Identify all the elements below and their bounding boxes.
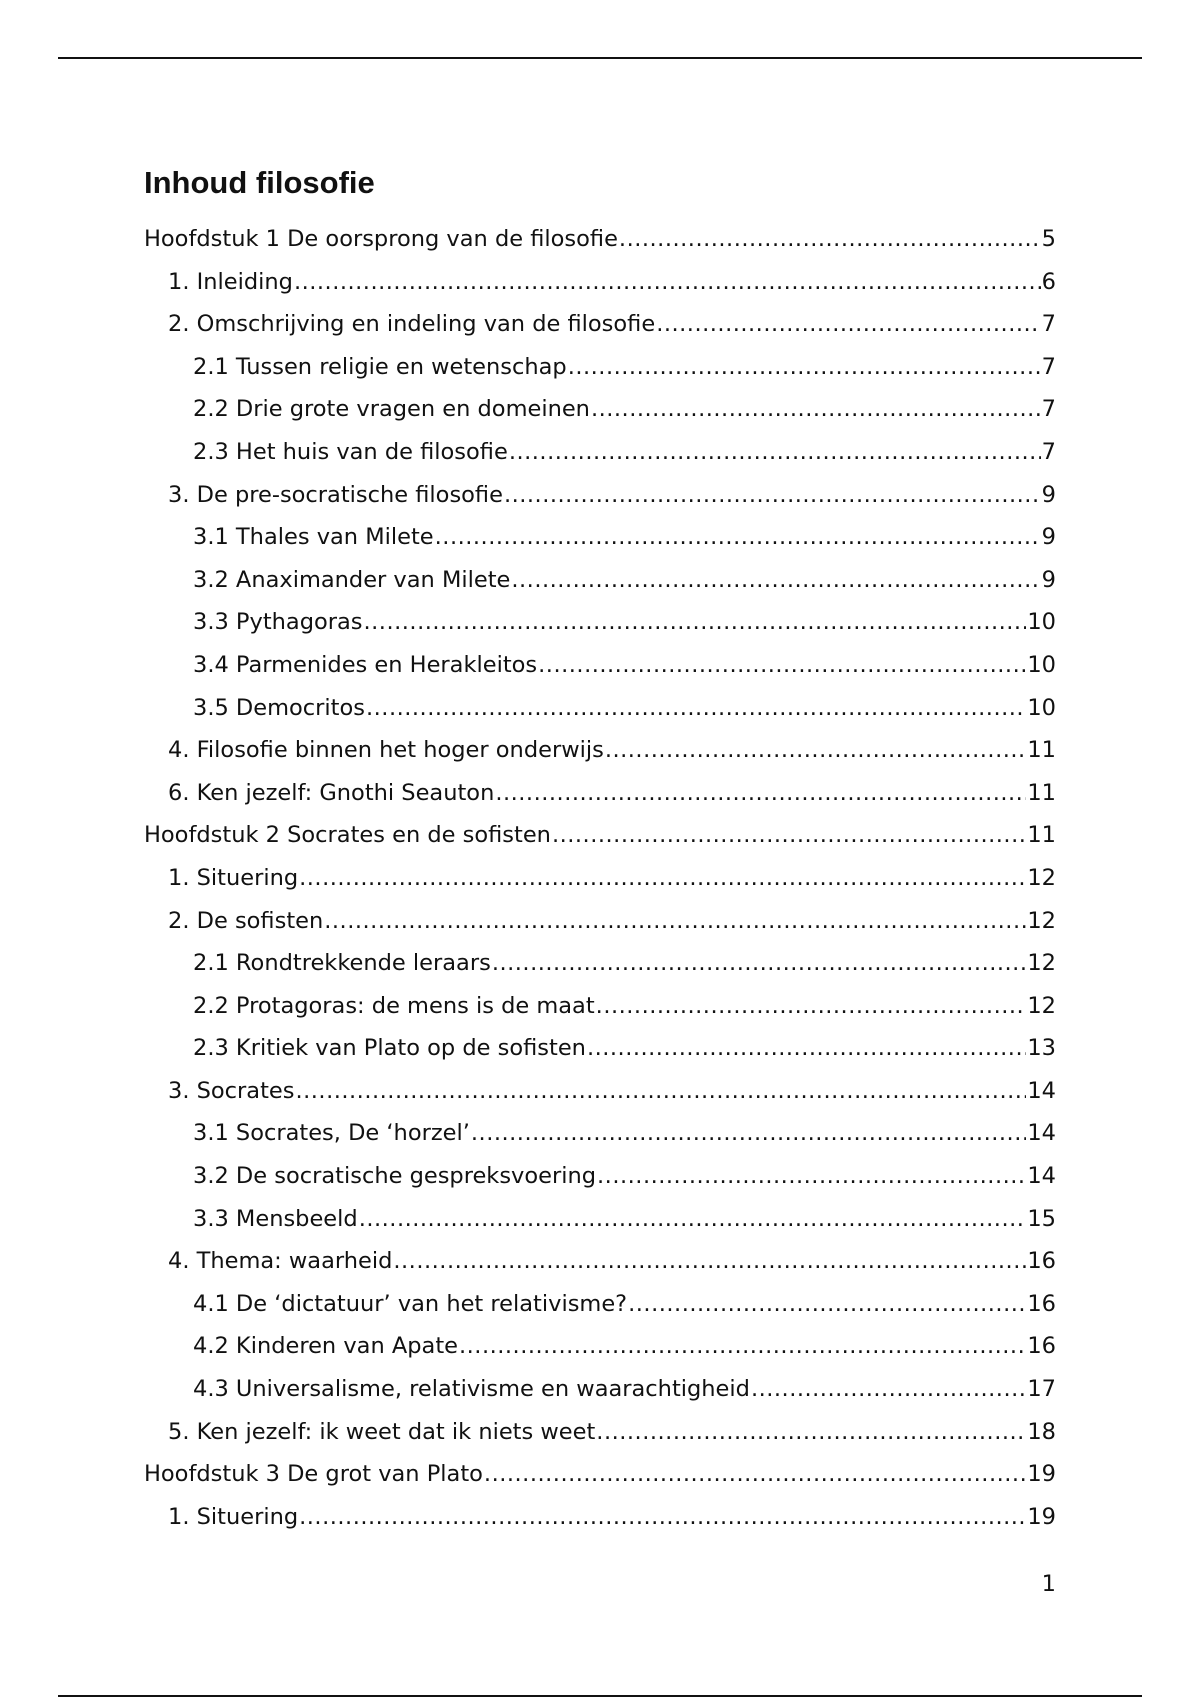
toc-entry[interactable] xyxy=(144,1112,1056,1155)
toc-entry-title: 2.1 Tussen religie en wetenschap xyxy=(193,353,567,380)
toc-entry-title: 3.2 De socratische gespreksvoering xyxy=(193,1163,597,1190)
toc-entry[interactable] xyxy=(144,814,1056,857)
toc-entry-title: 4.3 Universalisme, relativisme en waarachtigheid xyxy=(193,1376,750,1403)
toc-entry-title: 4.2 Kinderen van Apate xyxy=(193,1333,458,1360)
toc-entry[interactable] xyxy=(144,942,1056,985)
toc-entry-title: 4. Filosofie binnen het hoger onderwijs xyxy=(168,737,604,764)
toc-entry-page: 12 xyxy=(1027,992,1056,1019)
toc-entry-page: 14 xyxy=(1027,1077,1056,1104)
toc-entry[interactable] xyxy=(144,772,1056,815)
header-rule xyxy=(58,57,1142,59)
toc-entry-title: Hoofdstuk 3 De grot van Plato xyxy=(144,1461,483,1488)
toc-entry-page: 9 xyxy=(1041,566,1056,593)
toc-entry-title: Hoofdstuk 1 De oorsprong van de filosofie xyxy=(144,226,618,252)
toc-entry[interactable] xyxy=(144,1368,1056,1411)
toc-entry[interactable] xyxy=(144,1411,1056,1454)
toc-dot-leader xyxy=(596,1411,1026,1454)
toc-entry-page: 12 xyxy=(1027,950,1056,977)
toc-entry[interactable] xyxy=(144,857,1056,900)
toc-entry-page: 10 xyxy=(1027,651,1056,678)
toc-entry-page: 9 xyxy=(1041,481,1056,508)
toc-entry-page: 11 xyxy=(1027,822,1056,849)
toc-dot-leader xyxy=(435,516,1041,559)
toc-entry[interactable] xyxy=(144,303,1056,346)
toc-entry-page: 7 xyxy=(1041,396,1056,423)
toc-dot-leader xyxy=(587,1027,1026,1070)
toc-entry-page: 5 xyxy=(1041,226,1056,252)
toc-entry-title: 5. Ken jezelf: ik weet dat ik niets weet xyxy=(168,1418,596,1445)
toc-dot-leader xyxy=(495,772,1026,815)
toc-dot-leader xyxy=(591,388,1041,431)
page-number: 1 xyxy=(1041,1571,1056,1597)
toc-entry-page: 14 xyxy=(1027,1163,1056,1190)
toc-entry[interactable] xyxy=(144,516,1056,559)
toc-dot-leader xyxy=(596,985,1027,1028)
toc-entry[interactable] xyxy=(144,431,1056,474)
toc-dot-leader xyxy=(568,346,1041,389)
toc-dot-leader xyxy=(504,474,1041,517)
toc-dot-leader xyxy=(597,1155,1026,1198)
toc-entry-page: 7 xyxy=(1041,438,1056,465)
toc-entry-title: 3.1 Thales van Milete xyxy=(193,524,434,551)
toc-entry-page: 19 xyxy=(1027,1461,1056,1488)
toc-entry[interactable] xyxy=(144,388,1056,431)
toc-entry-title: Hoofdstuk 2 Socrates en de sofisten xyxy=(144,822,551,849)
toc-entry[interactable] xyxy=(144,1027,1056,1070)
toc-entry[interactable] xyxy=(144,601,1056,644)
toc-entry-page: 16 xyxy=(1027,1290,1056,1317)
toc-entry-title: 6. Ken jezelf: Gnothi Seauton xyxy=(168,779,495,806)
toc-entry-page: 16 xyxy=(1027,1248,1056,1275)
toc-entry-page: 7 xyxy=(1041,353,1056,380)
toc-dot-leader xyxy=(628,1283,1026,1326)
toc-dot-leader xyxy=(538,644,1026,687)
toc-entry-title: 3.5 Democritos xyxy=(193,694,365,721)
toc-entry-page: 18 xyxy=(1027,1418,1056,1445)
toc-entry-page: 12 xyxy=(1027,907,1056,934)
toc-dot-leader xyxy=(471,1112,1026,1155)
toc-dot-leader xyxy=(492,942,1027,985)
toc-dot-leader xyxy=(359,1198,1027,1241)
toc-entry[interactable] xyxy=(144,1155,1056,1198)
toc-entry-title: 3. Socrates xyxy=(168,1077,295,1104)
toc-entry-page: 6 xyxy=(1041,268,1056,295)
toc-dot-leader xyxy=(751,1368,1026,1411)
toc-dot-leader xyxy=(324,900,1026,943)
toc-entry-page: 12 xyxy=(1027,864,1056,891)
toc-dot-leader xyxy=(552,814,1026,857)
toc-entry[interactable] xyxy=(144,1325,1056,1368)
toc-entry[interactable] xyxy=(144,559,1056,602)
toc-entry-title: 1. Inleiding xyxy=(168,268,293,295)
toc-entry-page: 19 xyxy=(1027,1503,1056,1530)
toc-dot-leader xyxy=(484,1453,1026,1496)
toc-entry-page: 13 xyxy=(1027,1035,1056,1062)
toc-entry-title: 1. Situering xyxy=(168,1503,299,1530)
toc-entry-title: 1. Situering xyxy=(168,864,299,891)
toc-entry-page: 10 xyxy=(1027,609,1056,636)
toc-entry-title: 4.1 De ‘dictatuur’ van het relativisme? xyxy=(193,1290,628,1317)
page-title: Inhoud filosofie xyxy=(144,165,375,200)
toc-entry-title: 4. Thema: waarheid xyxy=(168,1248,393,1275)
table-of-contents xyxy=(144,218,1056,1538)
toc-entry[interactable] xyxy=(144,1070,1056,1113)
toc-entry-title: 2. De sofisten xyxy=(168,907,324,934)
toc-entry-page: 10 xyxy=(1027,694,1056,721)
toc-entry-title: 3. De pre-socratische filosofie xyxy=(168,481,503,508)
toc-entry[interactable] xyxy=(144,1453,1056,1496)
toc-dot-leader xyxy=(605,729,1027,772)
toc-entry-page: 9 xyxy=(1041,524,1056,551)
toc-dot-leader xyxy=(299,1496,1026,1539)
toc-entry-page: 15 xyxy=(1027,1205,1056,1232)
toc-entry-title: 2.1 Rondtrekkende leraars xyxy=(193,950,491,977)
toc-entry-title: 2.3 Kritiek van Plato op de sofisten xyxy=(193,1035,586,1062)
toc-entry[interactable] xyxy=(144,218,1056,261)
toc-entry[interactable] xyxy=(144,1240,1056,1283)
toc-entry[interactable] xyxy=(144,1198,1056,1241)
toc-entry[interactable] xyxy=(144,729,1056,772)
toc-entry-title: 3.2 Anaximander van Milete xyxy=(193,566,511,593)
toc-entry-title: 3.3 Pythagoras xyxy=(193,609,363,636)
toc-entry-title: 2.3 Het huis van de filosofie xyxy=(193,438,508,465)
toc-entry[interactable] xyxy=(144,687,1056,730)
toc-entry-title: 3.4 Parmenides en Herakleitos xyxy=(193,651,538,678)
toc-entry-page: 16 xyxy=(1027,1333,1056,1360)
toc-entry-title: 3.3 Mensbeeld xyxy=(193,1205,358,1232)
toc-entry[interactable] xyxy=(144,1283,1056,1326)
toc-entry-title: 2.2 Drie grote vragen en domeinen xyxy=(193,396,590,423)
toc-entry[interactable] xyxy=(144,346,1056,389)
toc-entry-page: 11 xyxy=(1027,737,1056,764)
toc-entry-page: 11 xyxy=(1027,779,1056,806)
toc-entry-page: 17 xyxy=(1027,1376,1056,1403)
toc-dot-leader xyxy=(619,218,1041,261)
toc-entry[interactable] xyxy=(144,474,1056,517)
toc-dot-leader xyxy=(294,261,1041,304)
toc-entry-title: 2. Omschrijving en indeling van de filosofie xyxy=(168,311,656,338)
toc-dot-leader xyxy=(459,1325,1026,1368)
toc-entry-page: 7 xyxy=(1041,311,1056,338)
toc-dot-leader xyxy=(511,559,1040,602)
toc-dot-leader xyxy=(656,303,1040,346)
toc-dot-leader xyxy=(366,687,1026,730)
toc-dot-leader xyxy=(509,431,1041,474)
toc-entry[interactable] xyxy=(144,900,1056,943)
toc-entry-page: 14 xyxy=(1027,1120,1056,1147)
toc-dot-leader xyxy=(295,1070,1026,1113)
toc-dot-leader xyxy=(299,857,1026,900)
toc-dot-leader xyxy=(364,601,1027,644)
toc-entry-title: 3.1 Socrates, De ‘horzel’ xyxy=(193,1120,470,1147)
footer-rule xyxy=(58,1695,1142,1697)
toc-entry[interactable] xyxy=(144,985,1056,1028)
toc-entry-title: 2.2 Protagoras: de mens is de maat xyxy=(193,992,595,1019)
toc-entry[interactable] xyxy=(144,1496,1056,1539)
toc-entry[interactable] xyxy=(144,261,1056,304)
toc-entry[interactable] xyxy=(144,644,1056,687)
toc-dot-leader xyxy=(393,1240,1026,1283)
